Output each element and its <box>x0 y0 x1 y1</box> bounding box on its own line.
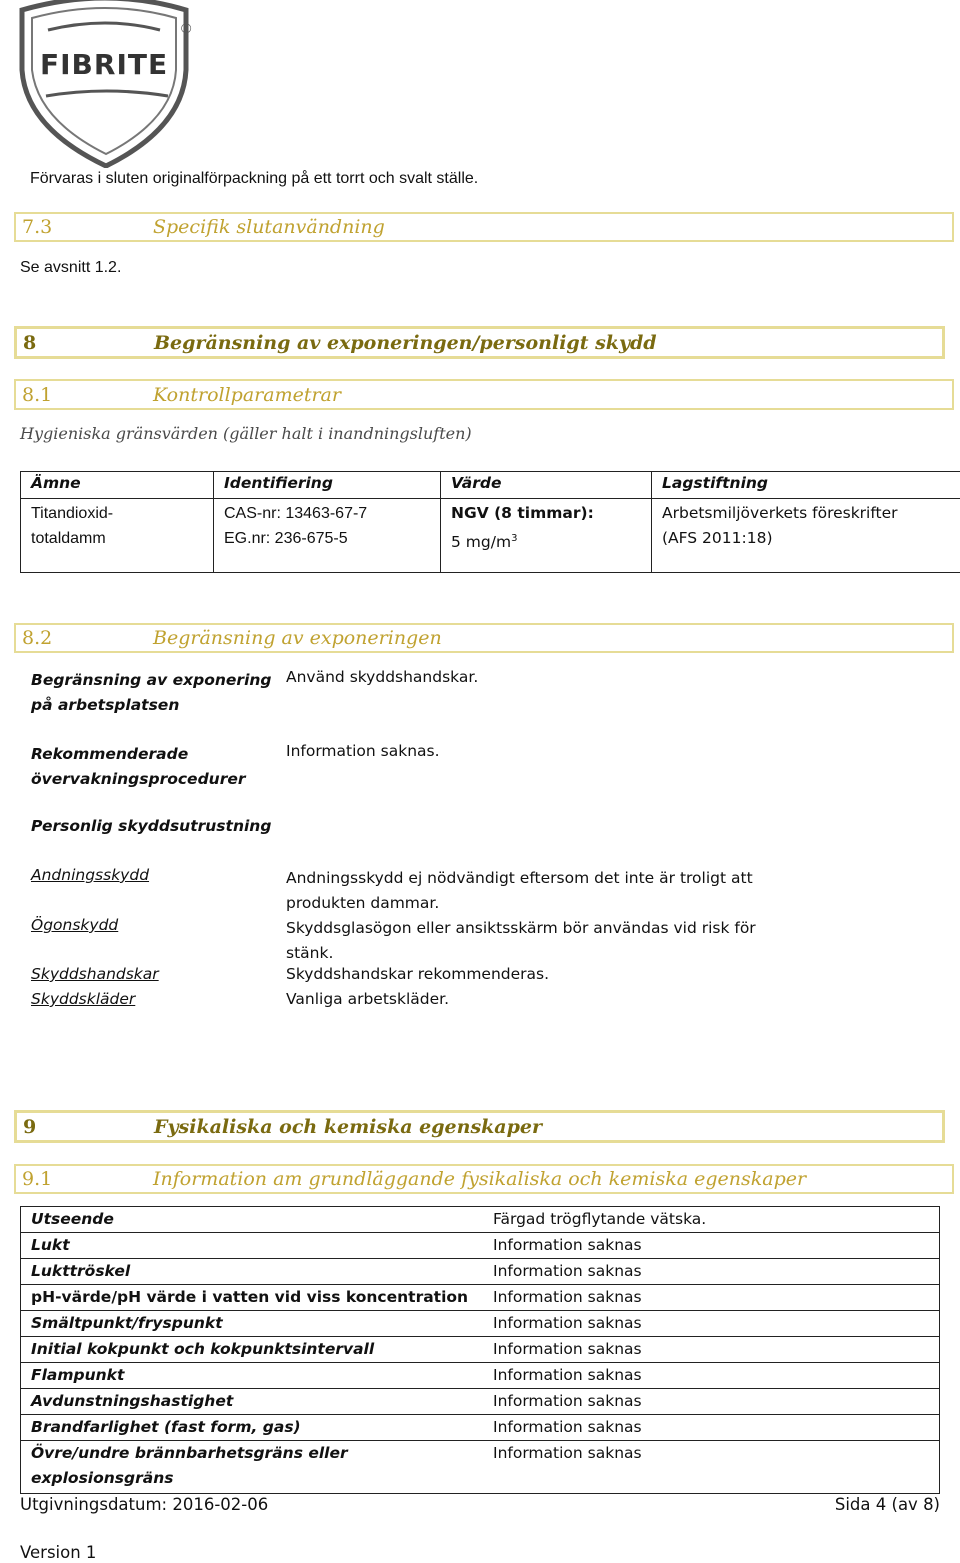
section-number: 7.3 <box>22 216 53 238</box>
value-superscript: 3 <box>511 533 518 544</box>
gloves-value: Skyddshandskar rekommenderas. <box>286 965 550 983</box>
monitoring-value: Information saknas. <box>286 742 440 760</box>
value-amount <box>451 526 641 555</box>
section-number: 8 <box>23 331 37 354</box>
label-line: övervakningsprocedurer <box>31 770 246 788</box>
section-9-1-header <box>14 1164 954 1194</box>
property-value: Information saknas <box>483 1259 940 1285</box>
registered-mark: ® <box>181 20 192 36</box>
property-name: Smältpunkt/fryspunkt <box>21 1311 484 1337</box>
property-name: Avdunstningshastighet <box>21 1389 484 1415</box>
property-name: Initial kokpunkt och kokpunktsintervall <box>21 1337 484 1363</box>
section-7-3-text: Se avsnitt 1.2. <box>20 259 122 276</box>
section-number: 9.1 <box>22 1168 53 1190</box>
property-name: Brandfarlighet (fast form, gas) <box>21 1415 484 1441</box>
value-text: 5 mg/m <box>451 533 512 552</box>
property-value: Information saknas <box>483 1441 940 1494</box>
section-title: Information am grundläggande fysikaliska och kemiska egenskaper <box>153 1168 807 1190</box>
issue-date: Utgivningsdatum: 2016-02-06 <box>20 1495 269 1514</box>
property-value: Information saknas <box>483 1285 940 1311</box>
property-value: Information saknas <box>483 1337 940 1363</box>
property-value: Information saknas <box>483 1415 940 1441</box>
properties-table <box>20 1206 940 1494</box>
cell-value <box>441 499 652 573</box>
cell-identification <box>214 499 441 573</box>
workplace-value: Använd skyddshandskar. <box>286 668 479 686</box>
value-line: produkten dammar. <box>286 894 440 912</box>
table-row <box>21 1337 940 1363</box>
col-header-value: Värde <box>441 472 652 499</box>
table-row <box>21 1207 940 1233</box>
table-row <box>21 1233 940 1259</box>
law-line: (AFS 2011:18) <box>662 529 773 547</box>
shield-logo-icon <box>18 0 198 168</box>
section-title: Begränsning av exponeringen/personligt skydd <box>154 331 657 354</box>
value-line: stänk. <box>286 944 334 962</box>
monitoring-label <box>31 742 246 792</box>
cas-number: CAS-nr: 13463-67-7 <box>224 505 368 522</box>
col-header-substance: Ämne <box>21 472 214 499</box>
table-row <box>21 1363 940 1389</box>
eye-protection-label: Ögonskydd <box>31 916 119 934</box>
table-row <box>21 1285 940 1311</box>
ppe-label: Personlig skyddsutrustning <box>31 817 272 835</box>
property-value: Information saknas <box>483 1233 940 1259</box>
cell-substance <box>21 499 214 573</box>
respiratory-value <box>286 866 753 916</box>
clothes-label: Skyddskläder <box>31 990 136 1008</box>
section-8-header <box>14 326 945 359</box>
property-name: Flampunkt <box>21 1363 484 1389</box>
col-header-law: Lagstiftning <box>652 472 960 499</box>
section-number: 8.1 <box>22 383 53 406</box>
section-title: Begränsning av exponeringen <box>153 627 442 649</box>
property-name: Lukt <box>21 1233 484 1259</box>
section-title: Kontrollparametrar <box>153 383 341 406</box>
workplace-label <box>31 668 272 718</box>
cell-law <box>652 499 960 573</box>
table-row <box>21 1259 940 1285</box>
property-name <box>21 1441 484 1494</box>
substance-line: Titandioxid- <box>31 505 114 522</box>
label-line: Begränsning av exponering <box>31 671 272 689</box>
section-8-2-header <box>14 623 954 653</box>
value-label: NGV (8 timmar): <box>451 504 594 522</box>
property-value: Färgad trögflytande vätska. <box>483 1207 940 1233</box>
property-value: Information saknas <box>483 1311 940 1337</box>
logo-text: FIBRITE <box>40 48 169 81</box>
section-9-header <box>14 1110 945 1143</box>
property-name: pH-värde/pH värde i vatten vid viss koncentration <box>21 1285 484 1311</box>
property-name: Lukttröskel <box>21 1259 484 1285</box>
table-row <box>21 1311 940 1337</box>
section-8-1-text: Hygieniska gränsvärden (gäller halt i inandningsluften) <box>20 424 472 443</box>
label-line: på arbetsplatsen <box>31 696 180 714</box>
storage-text: Förvaras i sluten originalförpackning på ett torrt och svalt ställe. <box>30 170 479 187</box>
section-title: Fysikaliska och kemiska egenskaper <box>154 1115 543 1138</box>
property-name: Utseende <box>21 1207 484 1233</box>
gloves-label: Skyddshandskar <box>31 965 159 983</box>
label-line: Rekommenderade <box>31 745 189 763</box>
section-number: 8.2 <box>22 627 53 649</box>
property-name-line: explosionsgräns <box>31 1469 174 1487</box>
section-number: 9 <box>23 1115 37 1138</box>
page-number: Sida 4 (av 8) <box>834 1495 940 1514</box>
property-value: Information saknas <box>483 1389 940 1415</box>
section-7-3-header <box>14 212 954 242</box>
version-label: Version 1 <box>20 1543 97 1562</box>
law-line: Arbetsmiljöverkets föreskrifter <box>662 504 898 522</box>
section-8-1-header <box>14 379 954 410</box>
exposure-limits-table <box>20 471 960 573</box>
fibrite-logo <box>18 0 198 168</box>
section-title: Specifik slutanvändning <box>153 216 385 238</box>
col-header-identification: Identifiering <box>214 472 441 499</box>
respiratory-label: Andningsskydd <box>31 866 150 884</box>
value-line: Skyddsglasögon eller ansiktsskärm bör användas vid risk för <box>286 919 756 937</box>
value-line: Andningsskydd ej nödvändigt eftersom det inte är troligt att <box>286 869 753 887</box>
property-name-line: Övre/undre brännbarhetsgräns eller <box>31 1444 348 1462</box>
clothes-value: Vanliga arbetskläder. <box>286 990 450 1008</box>
table-row <box>21 1441 940 1494</box>
eye-protection-value <box>286 916 756 966</box>
eg-number: EG.nr: 236-675-5 <box>224 530 348 547</box>
substance-line: totaldamm <box>31 530 106 547</box>
table-row <box>21 1415 940 1441</box>
table-row <box>21 1389 940 1415</box>
property-value: Information saknas <box>483 1363 940 1389</box>
